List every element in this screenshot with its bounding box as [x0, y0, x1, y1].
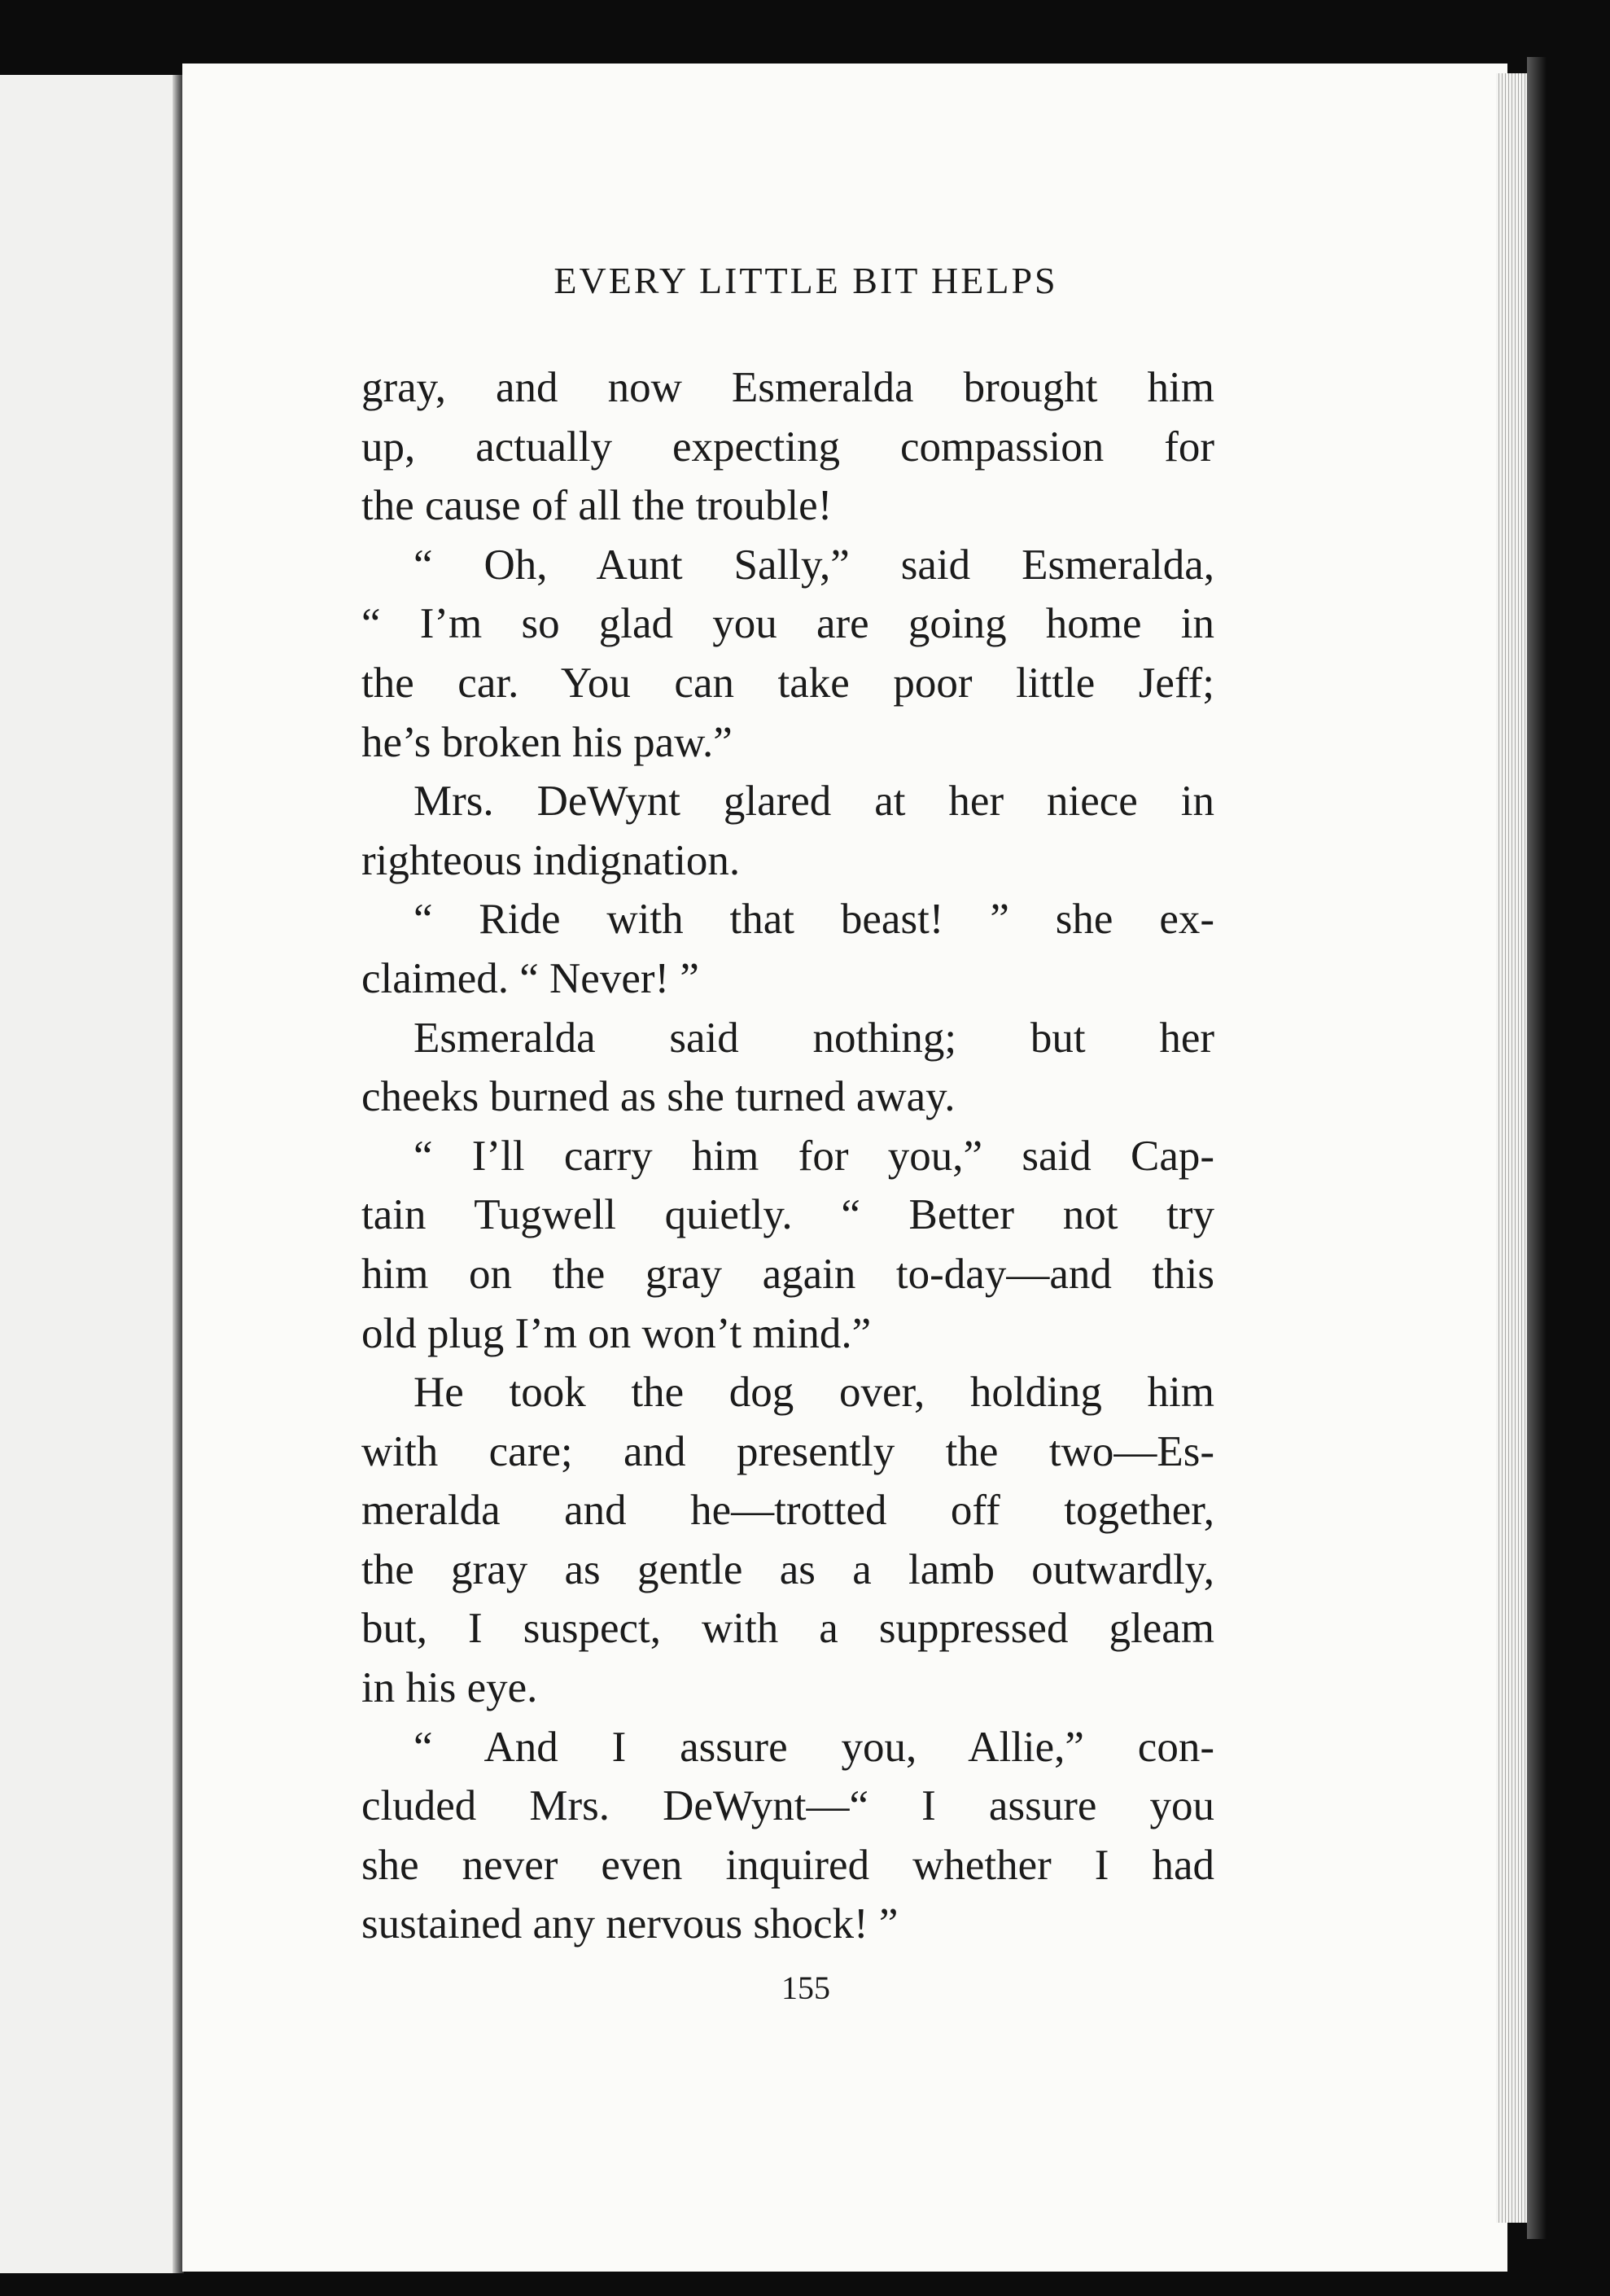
text-line: sustained any nervous shock! ”: [361, 1900, 899, 1948]
text-line: the cause of all the trouble!: [361, 482, 833, 530]
text-line: He took the dog over, holding him: [413, 1369, 1214, 1417]
body-text: [361, 358, 1214, 1954]
text-line: him on the gray again to-day—and this: [361, 1250, 1214, 1298]
text-line: meralda and he—trotted off together,: [361, 1487, 1214, 1535]
text-line: cheeks burned as she turned away.: [361, 1073, 956, 1121]
left-page-edge: [0, 75, 181, 2273]
page-number: 155: [781, 1970, 830, 2006]
text-line: righteous indignation.: [361, 836, 741, 884]
page-edge-shadow: [1527, 57, 1547, 2239]
page-edges: [1496, 73, 1529, 2223]
text-line: claimed. “ Never! ”: [361, 954, 699, 1002]
text-line: “ I’m so glad you are going home in: [361, 600, 1214, 648]
running-head: EVERY LITTLE BIT HELPS: [553, 260, 1058, 301]
text-line: but, I suspect, with a suppressed gleam: [361, 1605, 1214, 1653]
text-line: with care; and presently the two—Es-: [361, 1427, 1214, 1475]
text-line: “ Ride with that beast! ” she ex-: [413, 896, 1214, 944]
text-line: the car. You can take poor little Jeff;: [361, 659, 1214, 707]
text-line: he’s broken his paw.”: [361, 718, 733, 766]
text-line: Mrs. DeWynt glared at her niece in: [413, 778, 1214, 826]
text-line: Esmeralda said nothing; but her: [413, 1014, 1214, 1062]
text-line: in his eye.: [361, 1664, 538, 1712]
text-line: old plug I’m on won’t mind.”: [361, 1309, 872, 1357]
text-line: “ And I assure you, Allie,” con-: [413, 1723, 1214, 1771]
text-line: cluded Mrs. DeWynt—“ I assure you: [361, 1782, 1214, 1830]
text-line: she never even inquired whether I had: [361, 1841, 1214, 1889]
text-line: gray, and now Esmeralda brought him: [361, 364, 1214, 411]
text-line: up, actually expecting compassion for: [361, 423, 1214, 471]
text-line: the gray as gentle as a lamb outwardly,: [361, 1545, 1214, 1593]
text-line: “ Oh, Aunt Sally,” said Esmeralda,: [413, 541, 1214, 589]
text-line: “ I’ll carry him for you,” said Cap-: [413, 1132, 1214, 1180]
text-line: tain Tugwell quietly. “ Better not try: [361, 1191, 1214, 1239]
